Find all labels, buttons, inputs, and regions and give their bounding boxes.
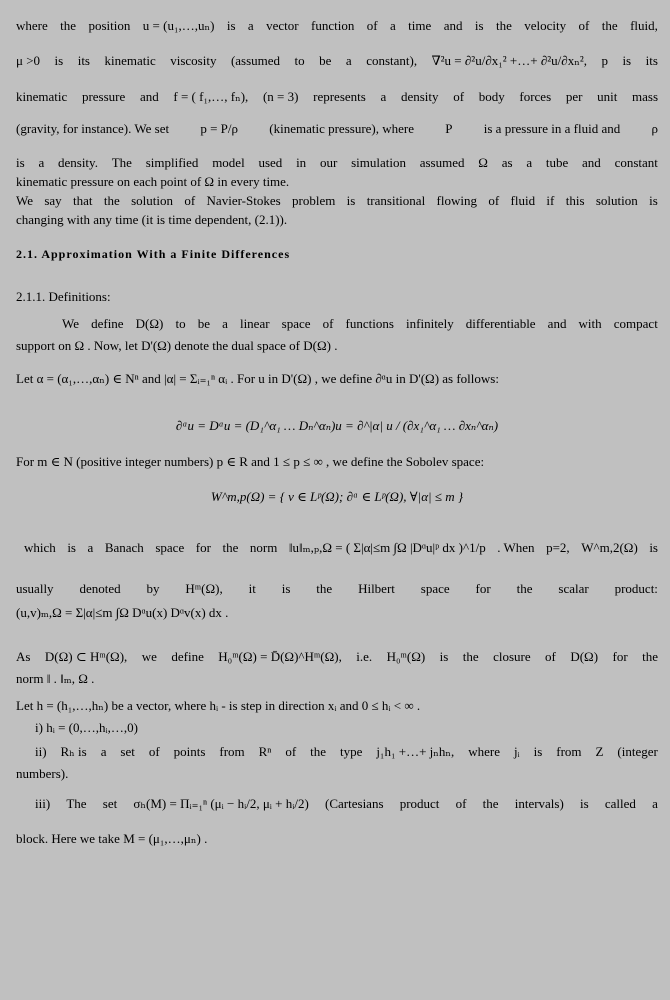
word: a — [222, 316, 228, 331]
word: closure — [493, 649, 531, 664]
word: the — [516, 581, 533, 596]
text-line: kinematic pressure on each point of Ω in every time. — [16, 174, 290, 189]
word: model — [212, 155, 245, 170]
word: the — [310, 744, 327, 759]
word: of — [184, 193, 196, 208]
word: set — [102, 796, 118, 811]
word: ∇²u = ∂²u/∂x₁² +…+ ∂²u/∂xₙ², — [431, 53, 587, 68]
word: Banach — [104, 540, 144, 555]
word: of — [322, 316, 334, 331]
word: set — [120, 744, 135, 759]
word: fluid — [510, 193, 536, 208]
word: a — [526, 155, 533, 170]
word: u = (u₁,…,uₙ) — [142, 18, 215, 33]
word: from — [556, 744, 582, 759]
word: σₕ(M) = Πᵢ₌₁ⁿ (μᵢ − hᵢ/2, μᵢ + hᵢ/2) — [133, 796, 309, 811]
word: body — [478, 89, 505, 104]
word: position — [88, 18, 131, 33]
word: space — [281, 316, 311, 331]
word: (assumed — [230, 53, 281, 68]
word: kinematic — [16, 89, 68, 104]
word: ‖u‖ₘ,ₚ,Ω = ( Σ|α|≤m ∫Ω |Dᵅu|ᵖ dx )^1/p — [288, 540, 486, 555]
word: of — [148, 744, 160, 759]
word: represents — [313, 89, 366, 104]
word: infinitely — [406, 316, 454, 331]
text-line — [16, 53, 658, 69]
word: viscosity — [170, 53, 217, 68]
word: constant), — [366, 53, 418, 68]
word: the — [642, 649, 658, 664]
word: be — [319, 53, 332, 68]
word: of — [578, 18, 590, 33]
word: vector — [266, 18, 299, 33]
word: i.e. — [356, 649, 373, 664]
word: Navier-Stokes — [206, 193, 281, 208]
text-line — [24, 540, 658, 556]
word: j₁h₁ +…+ jₙhₙ, — [376, 744, 455, 759]
word: to — [175, 316, 186, 331]
word: D(Ω) — [135, 316, 164, 331]
word: the — [316, 581, 333, 596]
word: intervals) — [514, 796, 564, 811]
word: We — [16, 193, 33, 208]
equation-scalar-product: (u,v)ₘ,Ω = Σ|α|≤m ∫Ω Dᵅu(x) Dᵅv(x) dx . — [16, 605, 229, 620]
word: function — [311, 18, 355, 33]
word: assumed — [419, 155, 465, 170]
text-line: Let α = (α₁,…,αₙ) ∈ Nⁿ and |α| = Σᵢ₌₁ⁿ αᵢ . For u in D'(Ω) , we define ∂ᵅu in D'(Ω) as follows: — [16, 371, 499, 386]
word: is — [649, 540, 658, 555]
word: tube — [545, 155, 569, 170]
word: and — [547, 316, 567, 331]
word: Z — [595, 744, 604, 759]
equation-derivative: ∂ᵅu = Dᵅu = (D₁^α₁ … Dₙ^αₙ)u = ∂^|α| u / (∂x₁^α₁ … ∂xₙ^αₙ) — [175, 418, 499, 433]
word: differentiable — [465, 316, 536, 331]
word: from — [219, 744, 245, 759]
word: is — [474, 18, 484, 33]
word: is — [281, 581, 291, 596]
section-heading: 2.1. Approximation With a Finite Differences — [16, 247, 291, 261]
word: is — [533, 744, 543, 759]
word: if — [546, 193, 555, 208]
word: norm — [249, 540, 278, 555]
word: the — [462, 649, 479, 664]
text-line — [16, 193, 658, 209]
word: a — [87, 540, 94, 555]
word: compact — [613, 316, 658, 331]
word: is — [439, 649, 449, 664]
word: fluid, — [630, 18, 658, 33]
word: solution — [131, 193, 174, 208]
word: is — [226, 18, 236, 33]
word: density. — [57, 155, 98, 170]
word: (gravity, for instance). We set — [16, 121, 170, 136]
text-line: numbers). — [16, 766, 69, 781]
word: for — [195, 540, 211, 555]
word: H₀ᵐ(Ω) — [386, 649, 426, 664]
word: constant — [614, 155, 658, 170]
word: We — [62, 316, 79, 331]
word: it — [248, 581, 256, 596]
word: is a pressure in a fluid and — [483, 121, 621, 136]
word: p=2, — [546, 540, 570, 555]
text-line — [16, 89, 658, 105]
word: the — [222, 540, 239, 555]
word: a — [100, 744, 107, 759]
word: (Cartesians — [325, 796, 384, 811]
word: density — [400, 89, 439, 104]
word: The — [111, 155, 132, 170]
word: of — [488, 193, 500, 208]
word: of — [545, 649, 556, 664]
word: for — [475, 581, 491, 596]
subsection-heading: 2.1.1. Definitions: — [16, 289, 111, 304]
word: our — [319, 155, 338, 170]
word: problem — [292, 193, 336, 208]
word: μ >0 — [16, 53, 41, 68]
word: Hilbert — [358, 581, 395, 596]
word: points — [173, 744, 206, 759]
word: a — [380, 89, 387, 104]
word: its — [77, 53, 90, 68]
word: simplified — [145, 155, 199, 170]
word: with — [578, 316, 602, 331]
text-line — [16, 581, 658, 597]
list-item — [35, 796, 658, 812]
word: called — [604, 796, 636, 811]
word: and — [582, 155, 601, 170]
word: of — [453, 89, 465, 104]
word: of — [366, 18, 378, 33]
word: its — [645, 53, 658, 68]
text-line — [62, 316, 658, 332]
word: for — [612, 649, 628, 664]
word: define — [171, 649, 204, 664]
list-item: i) hᵢ = (0,…,hᵢ,…,0) — [35, 720, 138, 735]
word: space — [155, 540, 185, 555]
equation-sobolev-space: W^m,p(Ω) = { v ∈ Lᵖ(Ω); ∂ᵅ ∈ Lᵖ(Ω), ∀|α| ≤ m } — [210, 489, 464, 504]
word: is — [16, 155, 25, 170]
word: which — [24, 540, 56, 555]
word: ii) — [35, 744, 47, 759]
word: where — [16, 18, 48, 33]
word: P — [445, 121, 453, 136]
word: iii) — [35, 796, 51, 811]
word: a — [389, 18, 396, 33]
word: velocity — [524, 18, 567, 33]
word: type — [339, 744, 363, 759]
word: the — [482, 796, 499, 811]
word: H₀ᵐ(Ω) = D̄(Ω)^Hᵐ(Ω), — [218, 649, 342, 664]
word: and — [139, 89, 159, 104]
word: usually — [16, 581, 54, 596]
word: Rⁿ — [258, 744, 272, 759]
word: flowing — [436, 193, 477, 208]
word: simulation — [351, 155, 406, 170]
word: D(Ω) ⊂ Hᵐ(Ω), — [44, 649, 128, 664]
word: Ω — [478, 155, 488, 170]
word: the — [601, 18, 618, 33]
text-line: Let h = (h₁,…,hₙ) be a vector, where hᵢ - is step in direction xᵢ and 0 ≤ hᵢ < ∞ . — [16, 698, 421, 713]
word: forces — [519, 89, 552, 104]
word: is — [622, 53, 632, 68]
word: the — [103, 193, 120, 208]
word: W^m,2(Ω) — [581, 540, 638, 555]
word: solution — [595, 193, 638, 208]
word: the — [495, 18, 512, 33]
word: a — [652, 796, 658, 811]
word: scalar — [558, 581, 589, 596]
list-item — [35, 744, 658, 760]
word: a — [345, 53, 352, 68]
word: be — [197, 316, 210, 331]
word: space — [420, 581, 450, 596]
word: Hᵐ(Ω), — [185, 581, 223, 596]
word: in — [296, 155, 307, 170]
text-line: block. Here we take M = (μ₁,…,μₙ) . — [16, 831, 208, 846]
text-line: norm ‖ . ‖ₘ, Ω . — [16, 671, 95, 686]
word: by — [146, 581, 160, 596]
word: product: — [614, 581, 658, 596]
word: transitional — [366, 193, 426, 208]
word: and — [443, 18, 463, 33]
word: the — [60, 18, 77, 33]
word: product — [399, 796, 440, 811]
text-line — [16, 18, 658, 34]
text-line — [16, 121, 658, 137]
word: jᵢ — [513, 744, 520, 759]
word: unit — [597, 89, 618, 104]
word: is — [54, 53, 64, 68]
word: p = P/ρ — [200, 121, 239, 136]
word: D(Ω) — [570, 649, 599, 664]
word: is — [580, 796, 589, 811]
word: say — [44, 193, 62, 208]
word: kinematic — [104, 53, 156, 68]
word: (kinematic pressure), where — [269, 121, 415, 136]
word: is — [346, 193, 356, 208]
word: ρ — [651, 121, 658, 136]
word: this — [565, 193, 585, 208]
word: pressure — [81, 89, 126, 104]
word: we — [141, 649, 157, 664]
word: mass — [632, 89, 658, 104]
word: functions — [345, 316, 394, 331]
word: Rₕ is — [60, 744, 87, 759]
text-line — [16, 155, 658, 171]
text-line: changing with any time (it is time dependent, (2.1)). — [16, 212, 288, 227]
word: As — [16, 649, 31, 664]
word: f = ( f₁,…, fₙ), — [173, 89, 249, 104]
word: define — [91, 316, 124, 331]
word: The — [66, 796, 87, 811]
word: (n = 3) — [262, 89, 299, 104]
text-line — [16, 649, 658, 665]
word: a — [38, 155, 45, 170]
word: (integer — [617, 744, 658, 759]
word: of — [455, 796, 467, 811]
word: is — [67, 540, 76, 555]
word: time — [408, 18, 432, 33]
word: per — [565, 89, 583, 104]
text-line: support on Ω . Now, let D'(Ω) denote the dual space of D(Ω) . — [16, 338, 338, 353]
word: . When — [497, 540, 535, 555]
word: that — [73, 193, 93, 208]
word: of — [285, 744, 297, 759]
word: linear — [239, 316, 270, 331]
word: where — [468, 744, 500, 759]
word: is — [649, 193, 658, 208]
text-line: For m ∈ N (positive integer numbers) p ∈ R and 1 ≤ p ≤ ∞ , we define the Sobolev space: — [16, 454, 485, 469]
word: p — [601, 53, 608, 68]
word: as — [501, 155, 513, 170]
word: to — [294, 53, 305, 68]
word: a — [247, 18, 254, 33]
word: used — [258, 155, 283, 170]
word: denoted — [79, 581, 121, 596]
